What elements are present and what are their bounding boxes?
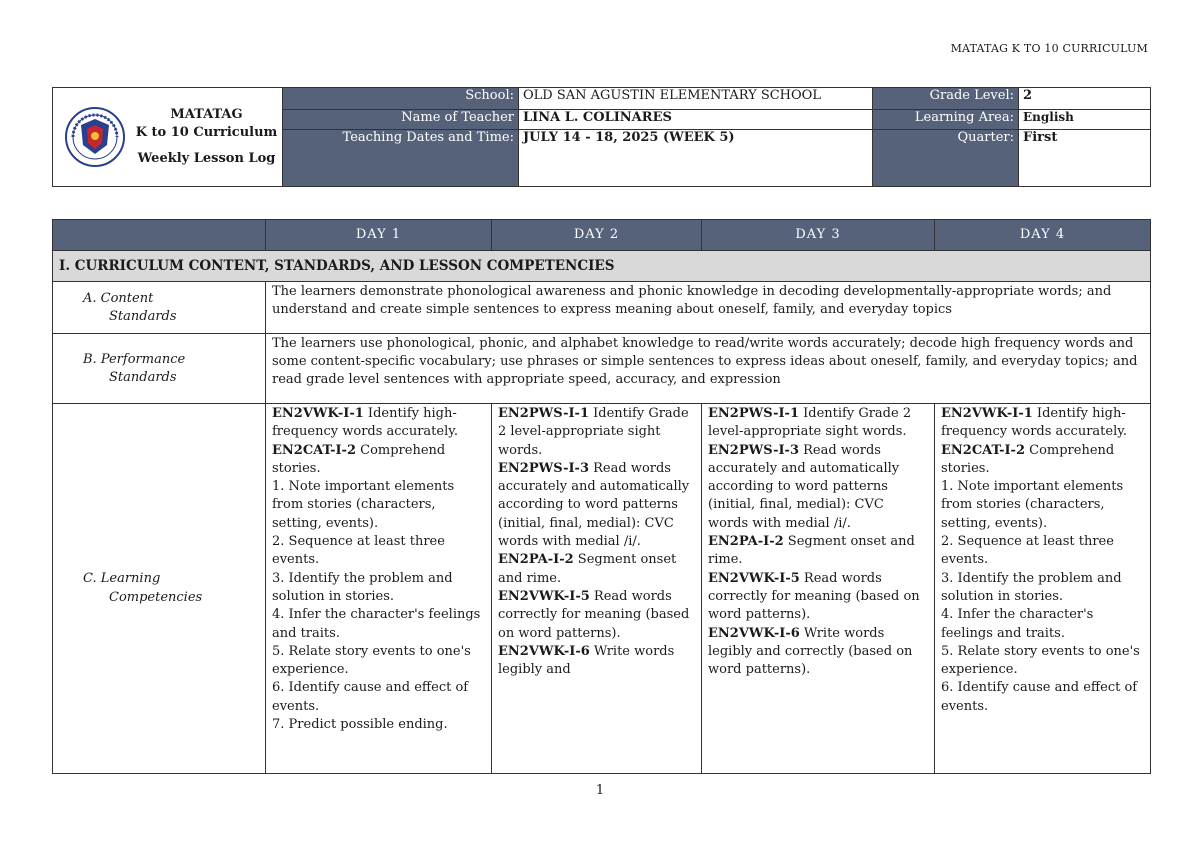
competency-item [941, 606, 1144, 643]
competency-text: Read words accurately and automatically according to word patterns (initial, final, medial): CVC words with medial /i/. [708, 442, 900, 531]
competency-text: Write words legibly and [498, 643, 675, 678]
competency-text: 6. Identify cause and effect of events. [272, 680, 469, 714]
competency-item [708, 570, 928, 625]
day-2-header: DAY 2 [492, 220, 702, 251]
competency-code: EN2VWK-I-5 [498, 588, 590, 604]
competency-text: Read words correctly for meaning (based on word patterns). [498, 588, 690, 641]
competency-text: 7. Predict possible ending. [272, 717, 448, 733]
section-1-title: I. CURRICULUM CONTENT, STANDARDS, AND LESSON COMPETENCIES [53, 251, 1151, 282]
competency-item [272, 533, 485, 570]
competency-code: EN2VWK-I-6 [708, 625, 800, 641]
day-header-row [53, 220, 1151, 251]
competency-text: Read words correctly for meaning (based on word patterns). [708, 570, 920, 623]
brand-line-2: K to 10 Curriculum [135, 125, 278, 140]
competency-item [272, 478, 485, 533]
competency-item [272, 405, 485, 442]
performance-standards-label: B. Performance Standards [53, 334, 266, 404]
competency-text: 5. Relate story events to one's experience. [272, 643, 471, 678]
school-value: OLD SAN AGUSTIN ELEMENTARY SCHOOL [519, 88, 873, 110]
competency-text: Read words accurately and automatically according to word patterns (initial, final, medial): CVC words with medial /i/. [498, 460, 690, 550]
competency-code: EN2PWS-I-3 [708, 442, 799, 458]
lesson-log-table [52, 219, 1151, 774]
day-3-competencies [702, 404, 935, 774]
competency-text: Identify high-frequency words accurately. [272, 406, 459, 440]
competency-code: EN2PWS-I-1 [708, 406, 799, 421]
quarter-value: First [1019, 130, 1151, 187]
content-standards-label: A. Content Standards [53, 282, 266, 334]
teacher-label: Name of Teacher [283, 110, 519, 130]
document-running-header: MATATAG K TO 10 CURRICULUM [950, 42, 1148, 55]
competency-item [708, 442, 928, 533]
content-standards-text: The learners demonstrate phonological awareness and phonic knowledge in decoding developmentally-appropriate words; and understand and create simple sentences to express meaning about oneself, family, and everyday topics [266, 282, 1151, 334]
learning-area-label: Learning Area: [873, 110, 1019, 130]
grade-level-value: 2 [1019, 88, 1151, 110]
competency-text: 5. Relate story events to one's experience. [941, 643, 1140, 678]
competency-code: EN2CAT-I-2 [941, 442, 1025, 458]
competency-item [941, 442, 1144, 479]
competency-item [708, 625, 928, 680]
performance-standards-text: The learners use phonological, phonic, and alphabet knowledge to read/write words accurately; decode high frequency words and some content-specific vocabulary; use phrases or simple sentences to express ideas about oneself, family, and everyday topics; and read grade level sentences with appropriate speed, accuracy, and expression [266, 334, 1151, 404]
corner-cell [53, 220, 266, 251]
grade-level-label: Grade Level: [873, 88, 1019, 110]
competency-item [941, 679, 1144, 716]
competency-code: EN2VWK-I-5 [708, 570, 800, 586]
competency-item [708, 405, 928, 442]
competency-text: Comprehend stories. [941, 442, 1115, 476]
day-1-competencies [266, 404, 492, 774]
brand-line-1: MATATAG [170, 107, 243, 122]
competency-text: Identify Grade 2 level-appropriate sight words. [708, 406, 912, 440]
day-3-header: DAY 3 [702, 220, 935, 251]
competency-item [941, 570, 1144, 607]
teaching-dates-label: Teaching Dates and Time: [283, 130, 519, 187]
competency-text: 2. Sequence at least three events. [941, 534, 1114, 568]
page-number: 1 [595, 783, 605, 798]
competency-text: 4. Infer the character's feelings and traits. [272, 607, 481, 641]
learning-area-value: English [1019, 110, 1151, 130]
competency-item [941, 643, 1144, 680]
competency-code: EN2CAT-I-2 [272, 442, 356, 458]
competency-code: EN2PWS-I-1 [498, 406, 589, 421]
competency-item [272, 716, 485, 734]
competency-text: Identify Grade 2 level-appropriate sight words. [498, 406, 689, 458]
competency-text: 1. Note important elements from stories (characters, setting, events). [272, 479, 455, 531]
competency-text: 1. Note important elements from stories (characters, setting, events). [941, 479, 1124, 531]
competency-item [272, 679, 485, 716]
quarter-label: Quarter: [873, 130, 1019, 187]
day-1-header: DAY 1 [266, 220, 492, 251]
competency-item [272, 570, 485, 607]
competency-item [708, 533, 928, 570]
competency-code: EN2PA-I-2 [498, 552, 574, 568]
competency-item [941, 405, 1144, 442]
competency-item [272, 643, 485, 680]
lesson-log-header [52, 87, 1151, 187]
competency-code: EN2VWK-I-6 [498, 643, 590, 659]
competency-item [498, 551, 695, 588]
deped-seal-icon [65, 107, 125, 167]
teaching-dates-value: JULY 14 - 18, 2025 (WEEK 5) [519, 130, 873, 187]
competency-item [498, 460, 695, 551]
competency-item [272, 442, 485, 479]
logo-cell [53, 88, 283, 187]
competency-text: Identify high-frequency words accurately. [941, 406, 1128, 440]
competency-code: EN2VWK-I-1 [272, 406, 364, 421]
competency-text: Segment onset and rime. [708, 534, 915, 568]
competency-text: 6. Identify cause and effect of events. [941, 680, 1138, 714]
competency-text: Segment onset and rime. [498, 552, 677, 586]
school-label: School: [283, 88, 519, 110]
day-4-competencies [935, 404, 1151, 774]
competency-code: EN2PA-I-2 [708, 534, 784, 550]
teacher-value: LINA L. COLINARES [519, 110, 873, 130]
competency-item [272, 606, 485, 643]
competency-text: Comprehend stories. [272, 442, 446, 476]
competency-text: 2. Sequence at least three events. [272, 534, 445, 568]
day-2-competencies [492, 404, 702, 774]
competency-item [941, 478, 1144, 533]
competency-text: 3. Identify the problem and solution in stories. [272, 570, 453, 604]
day-4-header: DAY 4 [935, 220, 1151, 251]
brand-line-3: Weekly Lesson Log [137, 151, 276, 166]
competency-text: 4. Infer the character's feelings and traits. [941, 607, 1094, 641]
competency-text: 3. Identify the problem and solution in stories. [941, 570, 1122, 604]
competency-item [498, 405, 695, 460]
competency-text: Write words legibly and correctly (based on word patterns). [708, 625, 913, 678]
competency-code: EN2PWS-I-3 [498, 460, 589, 476]
competency-item [498, 643, 695, 680]
competency-item [498, 588, 695, 643]
learning-competencies-label: C. Learning Competencies [53, 404, 266, 774]
competency-item [941, 533, 1144, 570]
competency-code: EN2VWK-I-1 [941, 406, 1033, 421]
